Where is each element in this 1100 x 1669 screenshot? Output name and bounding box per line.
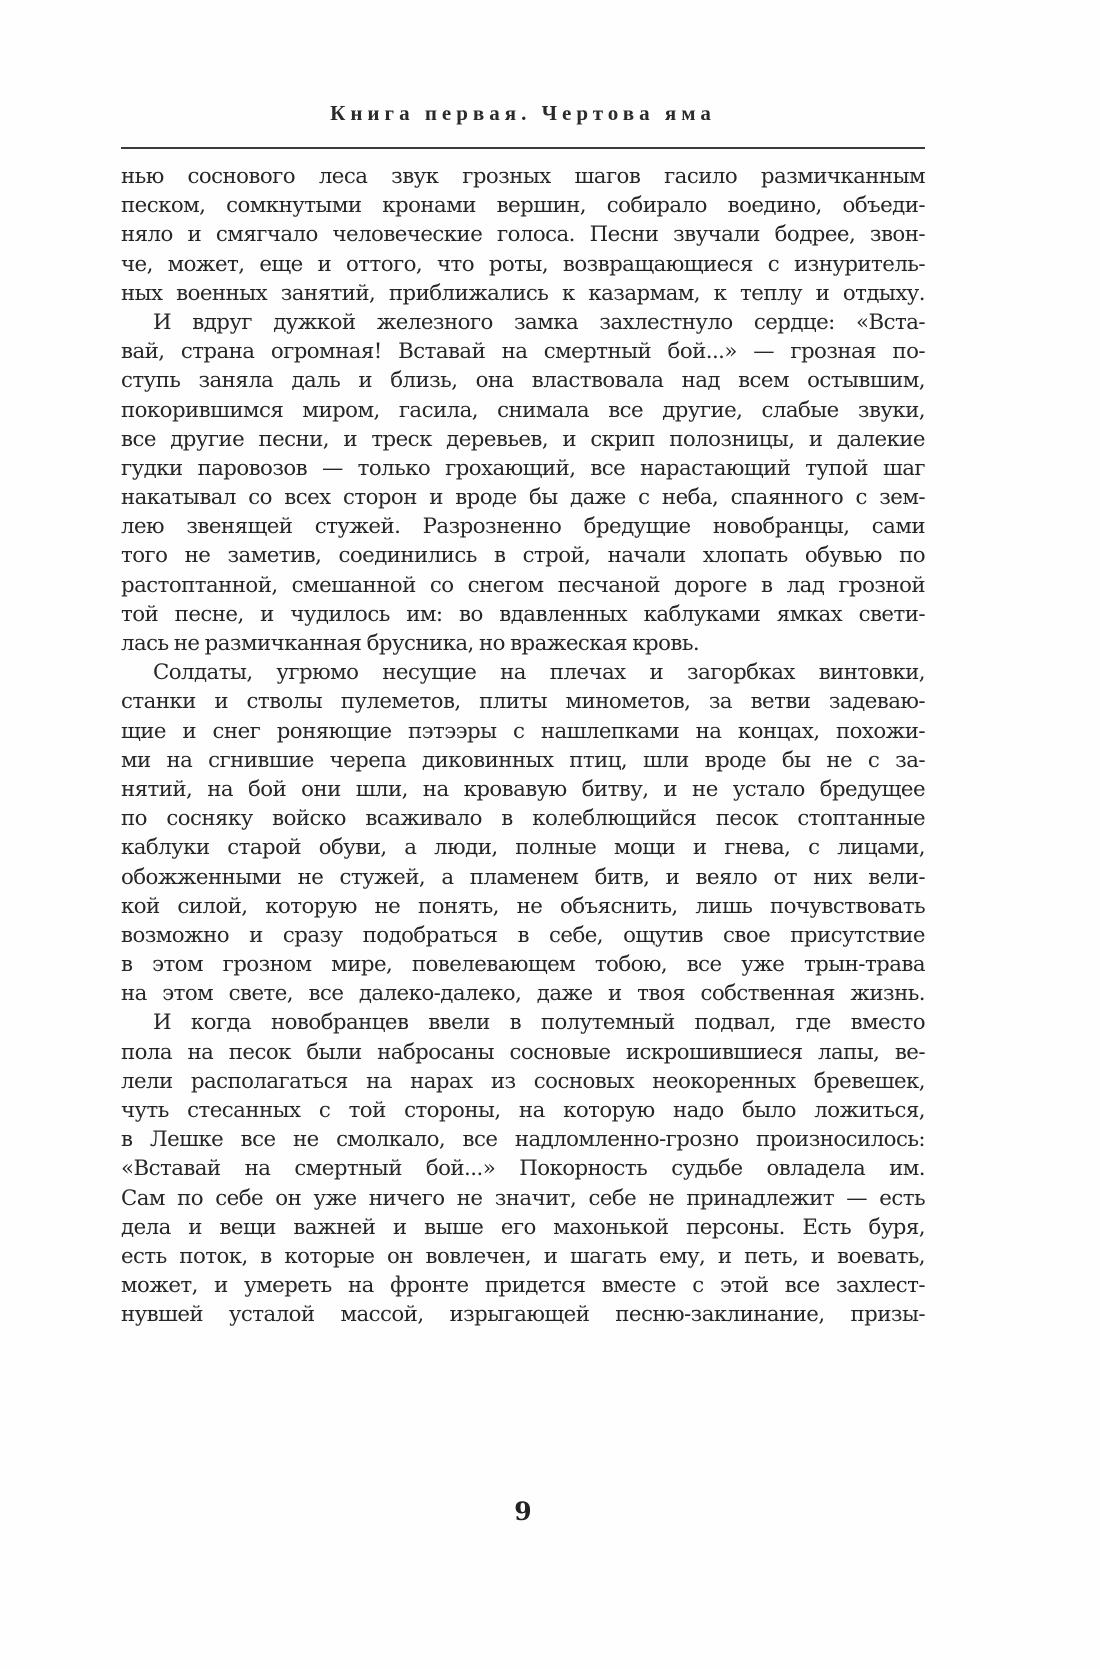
text-line: кой силой, которую не понять, не объяснить, лишь почувствовать xyxy=(121,893,925,919)
header-rule xyxy=(121,147,925,149)
text-line: пола на песок были набросаны сосновые искрошившиеся лапы, ве- xyxy=(121,1039,925,1065)
text-line: лели располагаться на нарах из сосновых неокоренных бревешек, xyxy=(121,1068,925,1094)
text-line: в Лешке все не смолкало, все надломленно-грозно произносилось: xyxy=(121,1127,925,1153)
text-line: чуть стесанных с той стороны, на которую надо было ложиться, xyxy=(121,1098,925,1123)
text-line: песком, сомкнутыми кронами вершин, собирало воедино, объеди- xyxy=(121,193,925,219)
text-line: нувшей усталой массой, изрыгающей песню-заклинание, призы- xyxy=(121,1302,925,1328)
text-line: гудки паровозов — только грохающий, все нарастающий тупой шаг xyxy=(121,455,925,481)
paragraph-end-line: лась не размичканная брусника, но вражеская кровь. xyxy=(121,631,700,656)
running-head-title: Книга первая. Чертова яма xyxy=(330,101,716,125)
text-line: той песне, и чудилось им: во вдавленных каблуками ямках свети- xyxy=(121,601,925,627)
text-line: нью соснового леса звук грозных шагов гасило размичканным xyxy=(121,164,925,189)
text-line: в этом грозном мире, повелевающем тобою, все уже трын-трава xyxy=(121,952,925,978)
text-line: есть поток, в которые он вовлечен, и шагать ему, и петь, и воевать, xyxy=(121,1243,925,1269)
text-line: покорившимся миром, гасила, снимала все другие, слабые звуки, xyxy=(121,397,925,423)
text-line: каблуки старой обуви, а люди, полные мощи и гнева, с лицами, xyxy=(121,835,925,861)
text-line: возможно и сразу подобраться в себе, ощутив свое присутствие xyxy=(121,922,925,948)
text-line: лею звенящей стужей. Разрозненно бредущие новобранцы, сами xyxy=(121,514,925,540)
text-line: растоптанной, смешанной со снегом песчаной дороге в лад грозной xyxy=(121,572,925,598)
text-line: че, может, еще и оттого, что роты, возвращающиеся с изнуритель- xyxy=(121,251,925,277)
text-line: Сам по себе он уже ничего не значит, себе не принадлежит — есть xyxy=(121,1185,925,1211)
text-line: по сосняку войско всаживало в колеблющийся песок стоптанные xyxy=(121,806,925,832)
page-number: 9 xyxy=(514,1497,532,1526)
text-line: дела и вещи важней и выше его махонькой персоны. Есть буря, xyxy=(121,1214,925,1240)
text-line: няло и смягчало человеческие голоса. Песни звучали бодрее, звон- xyxy=(121,222,925,248)
text-line: ных военных занятий, приближались к казармам, к теплу и отдыху. xyxy=(121,280,925,306)
paragraph-end-line: на этом свете, все далеко-далеко, даже и твоя собственная жизнь. xyxy=(121,981,925,1007)
text-line: все другие песни, и треск деревьев, и скрип полозницы, и далекие xyxy=(121,426,925,452)
body-text xyxy=(121,162,925,1330)
text-line: нятий, на бой они шли, на кровавую битву, и не устало бредущее xyxy=(121,776,925,802)
text-line: щие и снег роняющие пэтээры с нашлепками на концах, похожи- xyxy=(121,718,925,744)
text-line: того не заметив, соединились в строй, начали хлопать обувью по xyxy=(121,543,925,569)
text-line: «Вставай на смертный бой...» Покорность судьбе овладела им. xyxy=(121,1156,925,1182)
text-line: обожженными не стужей, а пламенем битв, и веяло от них вели- xyxy=(121,864,925,890)
text-line: может, и умереть на фронте придется вместе с этой все захлест- xyxy=(121,1273,925,1299)
text-line: ступь заняла даль и близь, она властвовала над всем остывшим, xyxy=(121,368,925,394)
paragraph-start-line: Солдаты, угрюмо несущие на плечах и загорбках винтовки, xyxy=(153,660,925,686)
text-line: вай, страна огромная! Вставай на смертный бой...» — грозная по- xyxy=(121,339,925,365)
paragraph-start-line: И когда новобранцев ввели в полутемный подвал, где вместо xyxy=(153,1010,925,1036)
text-line: ми на сгнившие черепа диковинных птиц, шли вроде бы не с за- xyxy=(121,747,925,773)
text-line: накатывал со всех сторон и вроде бы даже с неба, спаянного с зем- xyxy=(121,485,925,511)
paragraph-start-line: И вдруг дужкой железного замка захлестнуло сердце: «Вста- xyxy=(153,309,925,335)
text-line: станки и стволы пулеметов, плиты минометов, за ветви задеваю- xyxy=(121,689,925,715)
